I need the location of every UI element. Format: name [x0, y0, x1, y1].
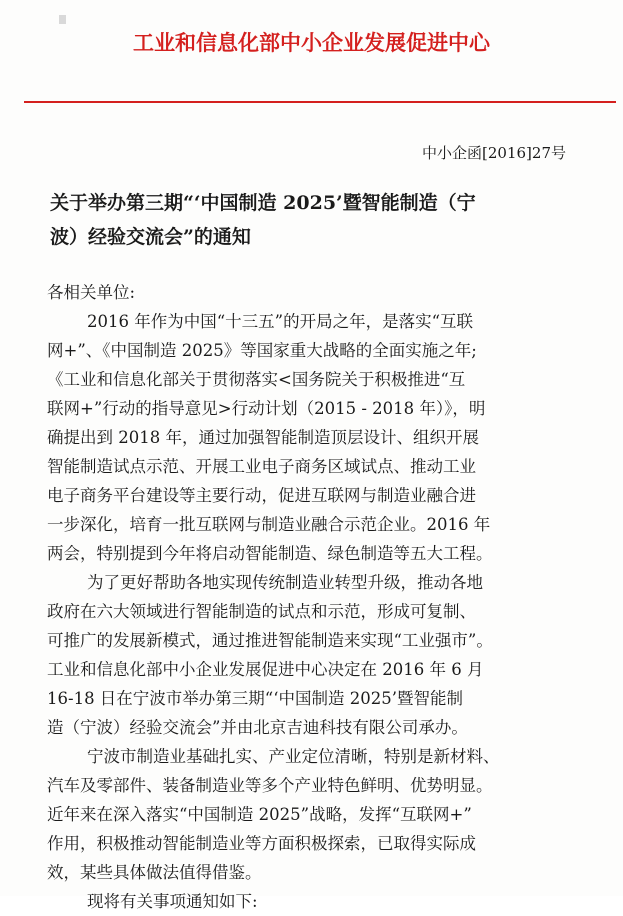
document-number: 中小企函[2016]27号 — [422, 144, 566, 162]
body-line: 政府在六大领域进行智能制造的试点和示范，形成可复制、 — [47, 602, 476, 621]
document-body — [47, 278, 592, 916]
body-line: 现将有关事项通知如下: — [87, 892, 258, 911]
letterhead-rule — [24, 101, 616, 103]
body-line: 智能制造试点示范、开展工业电子商务区域试点、推动工业 — [47, 457, 476, 476]
body-line: 汽车及零部件、装备制造业等多个产业特色鲜明、优势明显。 — [47, 776, 493, 795]
body-line: 两会，特别提到今年将启动智能制造、绿色制造等五大工程。 — [47, 544, 493, 563]
body-line: 作用，积极推动智能制造业等方面积极探索，已取得实际成 — [47, 834, 476, 853]
body-line: 网+”、《中国制造 2025》等国家重大战略的全面实施之年; — [47, 341, 477, 360]
body-line: 为了更好帮助各地实现传统制造业转型升级，推动各地 — [87, 573, 483, 592]
body-line: 效，某些具体做法值得借鉴。 — [47, 863, 262, 882]
document-title-line: 关于举办第三期“‘中国制造 2025’暨智能制造（宁 — [50, 192, 476, 214]
body-line: 造（宁波）经验交流会”并由北京吉迪科技有限公司承办。 — [47, 718, 468, 737]
body-line: 《工业和信息化部关于贯彻落实<国务院关于积极推进“互 — [47, 370, 466, 389]
body-line: 确提出到 2018 年，通过加强智能制造顶层设计、组织开展 — [47, 428, 479, 447]
body-line: 工业和信息化部中小企业发展促进中心决定在 2016 年 6 月 — [47, 660, 484, 679]
body-line: 宁波市制造业基础扎实、产业定位清晰，特别是新材料、 — [87, 747, 500, 766]
body-line: 2016 年作为中国“十三五”的开局之年，是落实“互联 — [87, 312, 474, 331]
body-line: 16-18 日在宁波市举办第三期“‘中国制造 2025’暨智能制 — [47, 689, 463, 708]
letterhead-organization: 工业和信息化部中小企业发展促进中心 — [133, 30, 490, 55]
body-line: 电子商务平台建设等主要行动，促进互联网与制造业融合进 — [47, 486, 476, 505]
body-line: 可推广的发展新模式，通过推进智能制造来实现“工业强市”。 — [47, 631, 493, 650]
salutation: 各相关单位: — [47, 283, 136, 302]
body-line: 联网+”行动的指导意见>行动计划（2015 - 2018 年）》，明 — [47, 399, 486, 418]
document-title — [50, 186, 580, 254]
body-line: 近年来在深入落实“中国制造 2025”战略，发挥“互联网+” — [47, 805, 472, 824]
document-title-line: 波）经验交流会”的通知 — [50, 226, 251, 248]
body-line: 一步深化，培育一批互联网与制造业融合示范企业。2016 年 — [47, 515, 491, 534]
